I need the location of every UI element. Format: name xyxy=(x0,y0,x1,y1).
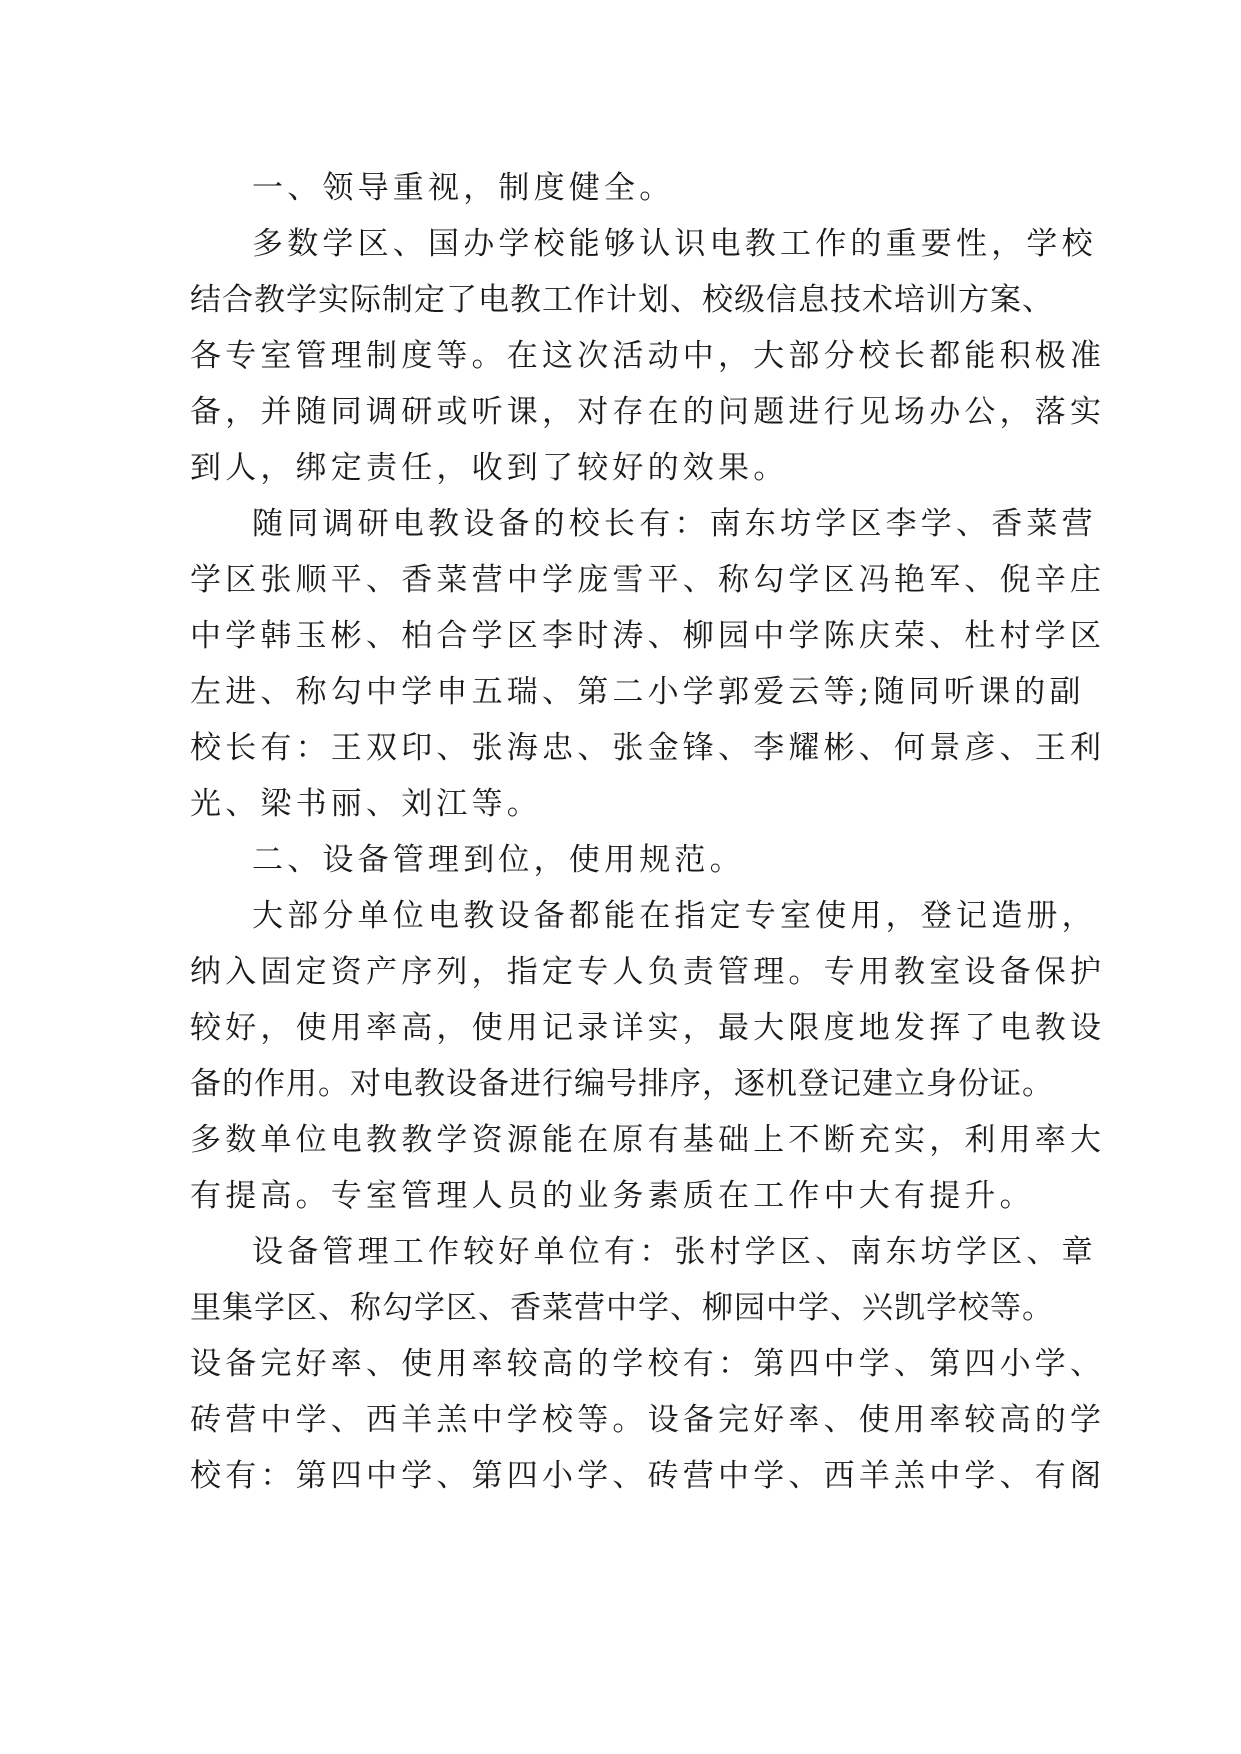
paragraph-line: 校有：第四中学、第四小学、砖营中学、西羊羔中学、有阁 xyxy=(190,1458,1106,1494)
paragraph-line: 中学韩玉彬、柏合学区李时涛、柳园中学陈庆荣、杜村学区 xyxy=(190,618,1106,654)
paragraph-line: 多数单位电教教学资源能在原有基础上不断充实，利用率大 xyxy=(190,1122,1106,1158)
paragraph-line: 多数学区、国办学校能够认识电教工作的重要性，学校 xyxy=(252,226,1097,262)
paragraph-line: 设备管理工作较好单位有：张村学区、南东坊学区、章 xyxy=(252,1234,1097,1270)
paragraph-line: 纳入固定资产序列，指定专人负责管理。专用教室设备保护 xyxy=(190,954,1106,990)
paragraph-line: 校长有：王双印、张海忠、张金锋、李耀彬、何景彦、王利 xyxy=(190,730,1106,766)
paragraph-line: 光、梁书丽、刘江等。 xyxy=(190,786,542,822)
paragraph-line: 左进、称勾中学申五瑞、第二小学郭爱云等;随同听课的副 xyxy=(190,674,1085,710)
paragraph-line: 学区张顺平、香菜营中学庞雪平、称勾学区冯艳军、倪辛庄 xyxy=(190,562,1106,598)
section-heading-2: 二、设备管理到位，使用规范。 xyxy=(252,842,745,878)
paragraph-line: 较好，使用率高，使用记录详实，最大限度地发挥了电教设 xyxy=(190,1010,1106,1046)
paragraph-line: 结合教学实际制定了电教工作计划、校级信息技术培训方案、 xyxy=(190,282,1054,318)
paragraph-line: 砖营中学、西羊羔中学校等。设备完好率、使用率较高的学 xyxy=(190,1402,1106,1438)
document-body xyxy=(190,160,1106,1504)
paragraph-line: 设备完好率、使用率较高的学校有：第四中学、第四小学、 xyxy=(190,1346,1106,1382)
paragraph-line: 备的作用。对电教设备进行编号排序，逐机登记建立身份证。 xyxy=(190,1066,1054,1102)
paragraph-line: 有提高。专室管理人员的业务素质在工作中大有提升。 xyxy=(190,1178,1035,1214)
paragraph-line: 各专室管理制度等。在这次活动中，大部分校长都能积极准 xyxy=(190,338,1106,374)
paragraph-line: 里集学区、称勾学区、香菜营中学、柳园中学、兴凯学校等。 xyxy=(190,1290,1054,1326)
paragraph-line: 到人，绑定责任，收到了较好的效果。 xyxy=(190,450,789,486)
paragraph-line: 备，并随同调研或听课，对存在的问题进行见场办公，落实 xyxy=(190,394,1106,430)
paragraph-line: 随同调研电教设备的校长有：南东坊学区李学、香菜营 xyxy=(252,506,1097,542)
paragraph-line: 大部分单位电教设备都能在指定专室使用，登记造册， xyxy=(252,898,1097,934)
section-heading-1: 一、领导重视，制度健全。 xyxy=(252,170,675,206)
